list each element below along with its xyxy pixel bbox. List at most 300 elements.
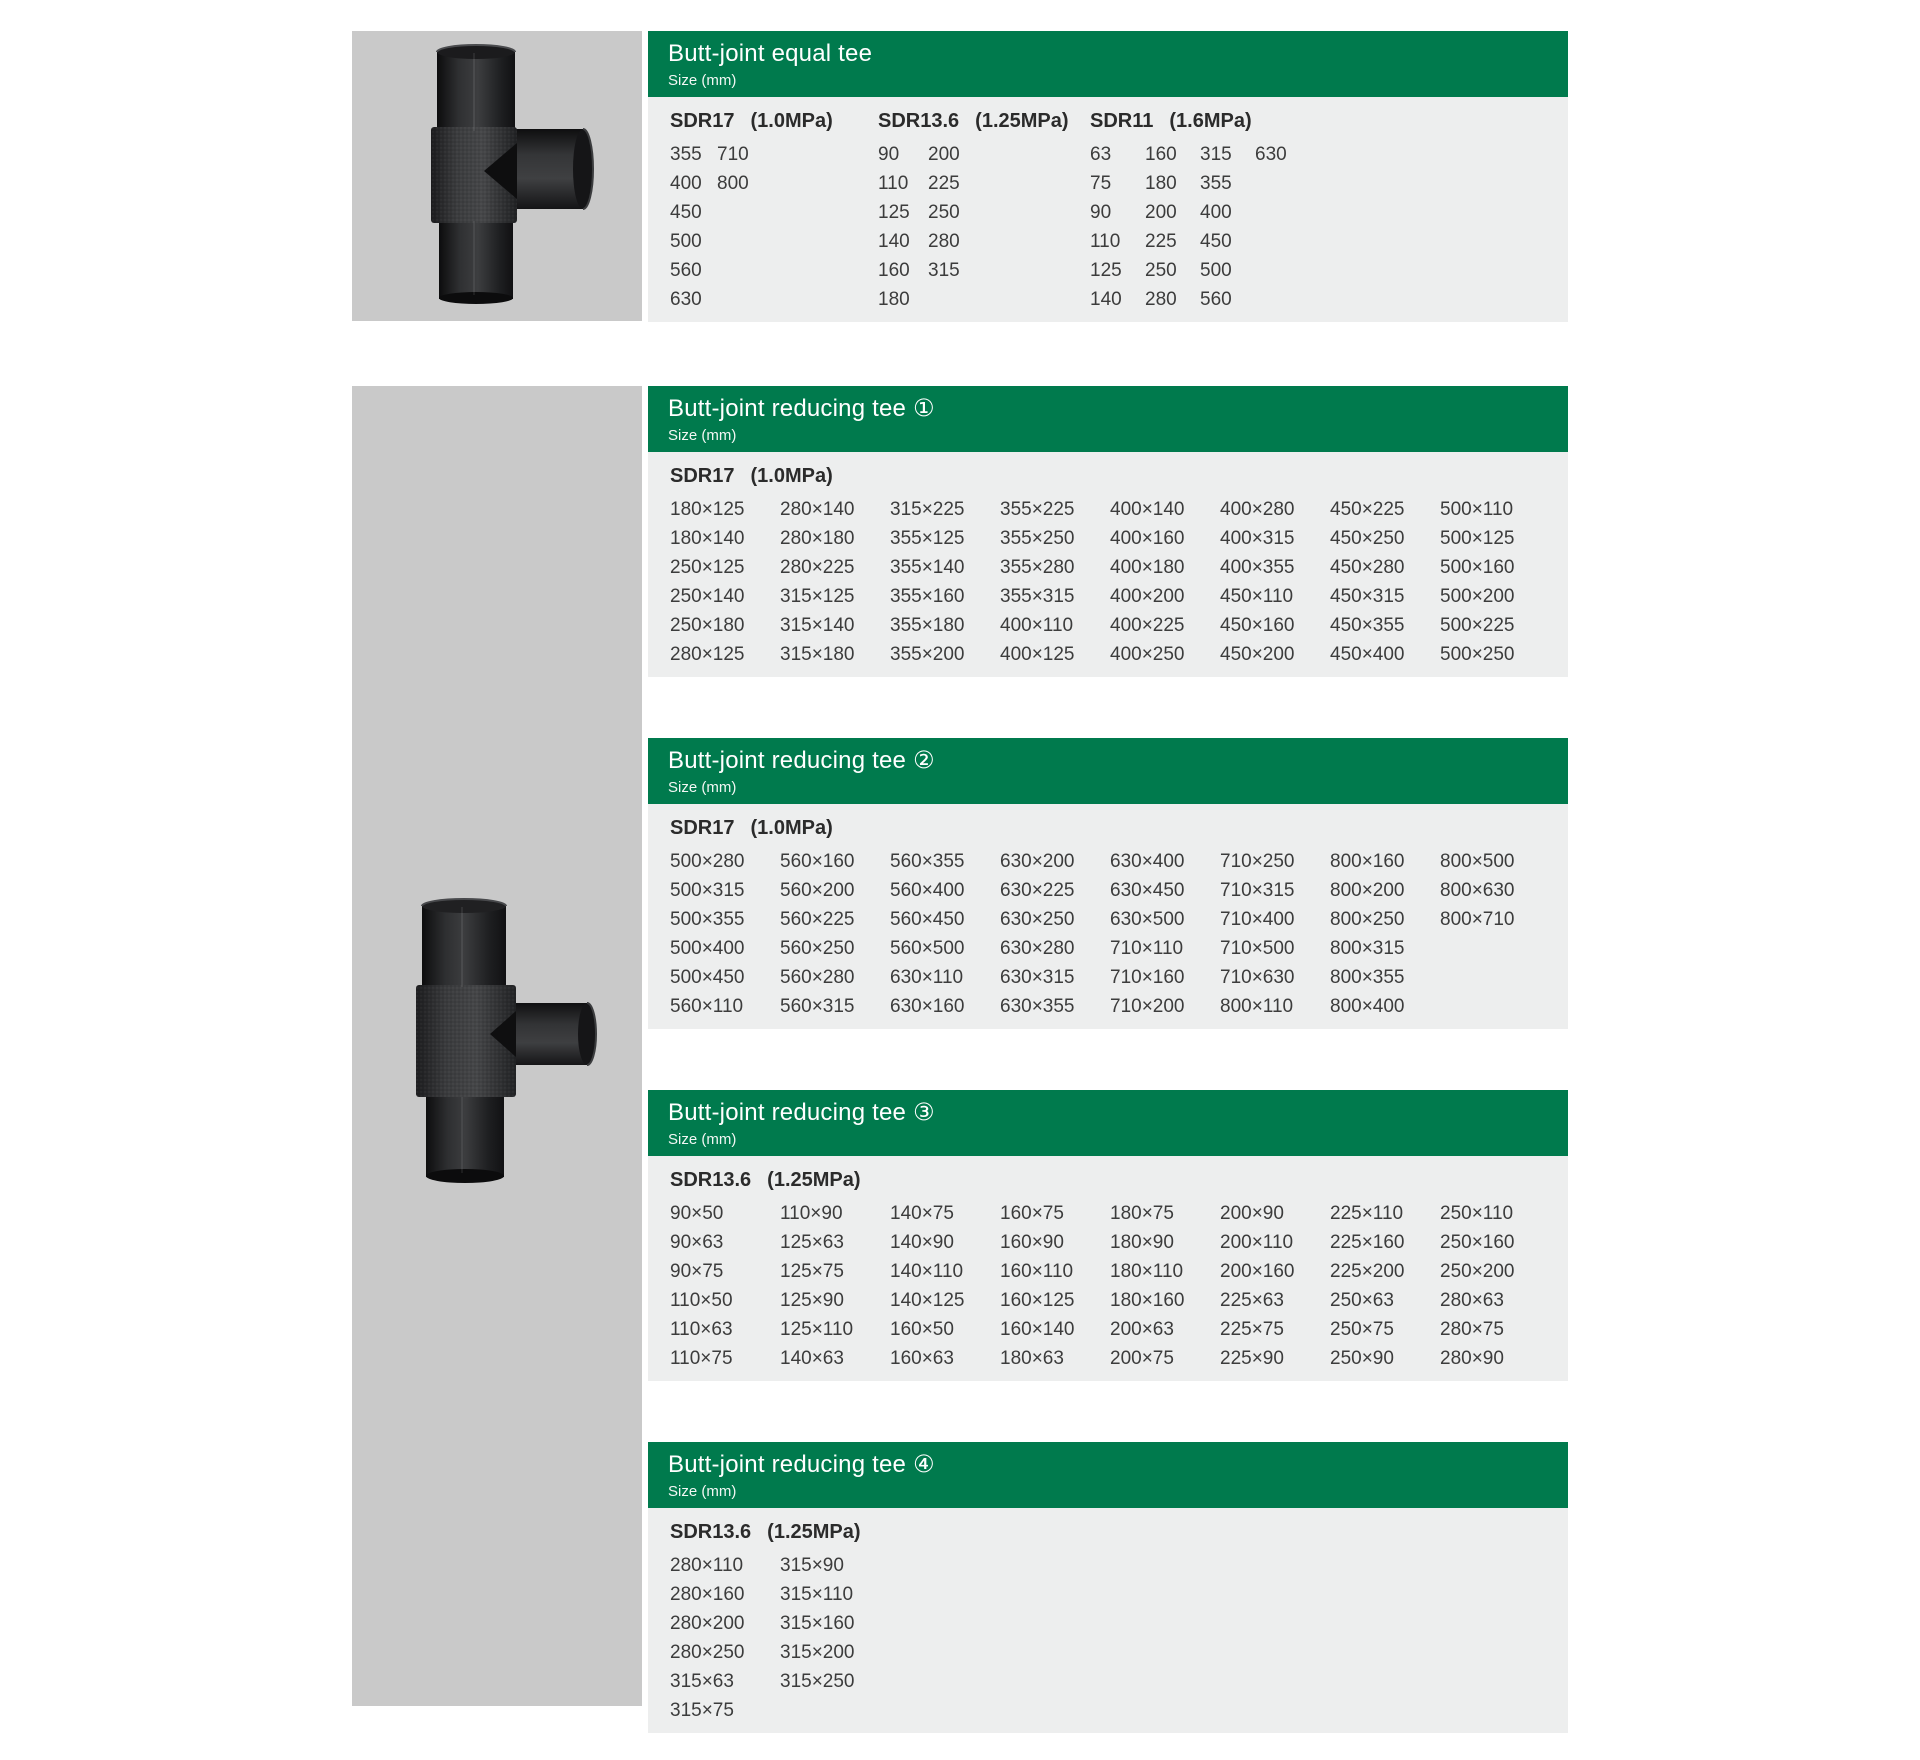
size-value: 630 — [1255, 144, 1287, 165]
table-row — [1090, 169, 1550, 198]
table-row — [670, 256, 878, 285]
size-value: 500×315 — [670, 880, 745, 901]
size-value: 225×110 — [1330, 1203, 1404, 1224]
size-column — [780, 847, 890, 1021]
size-value: 450 — [1200, 231, 1232, 252]
size-value: 560×225 — [780, 909, 855, 930]
size-table — [648, 97, 1568, 322]
size-value: 500×280 — [670, 851, 745, 872]
size-column — [1110, 495, 1220, 669]
size-value: 710×315 — [1220, 880, 1295, 901]
size-value: 710×630 — [1220, 967, 1295, 988]
size-value: 630×280 — [1000, 938, 1075, 959]
size-value: 140×75 — [890, 1203, 954, 1224]
pressure-rating-label: (1.25MPa) — [767, 1169, 861, 1191]
size-value: 800×110 — [1220, 996, 1294, 1017]
size-value: 800×630 — [1440, 880, 1515, 901]
size-value: 250×110 — [1440, 1203, 1514, 1224]
table-row — [878, 140, 1090, 169]
size-table — [648, 1156, 1568, 1381]
size-value: 500×125 — [1440, 528, 1515, 549]
size-value: 225×200 — [1330, 1261, 1405, 1282]
size-value: 710×400 — [1220, 909, 1295, 930]
size-value: 630×200 — [1000, 851, 1075, 872]
size-column — [890, 847, 1000, 1021]
size-value: 400×200 — [1110, 586, 1185, 607]
size-value: 125×75 — [780, 1261, 844, 1282]
size-value: 630×400 — [1110, 851, 1185, 872]
section-title: Butt-joint reducing tee ③ — [668, 1099, 935, 1126]
size-value: 355×160 — [890, 586, 965, 607]
spec-head — [1090, 106, 1550, 136]
size-value: 125 — [1090, 260, 1122, 281]
spec-group — [670, 106, 878, 314]
size-value: 280×180 — [780, 528, 855, 549]
size-value: 280×200 — [670, 1613, 745, 1634]
size-column — [1110, 1199, 1220, 1373]
size-value: 450 — [670, 202, 702, 223]
size-columns — [670, 847, 1550, 1021]
size-value: 140×110 — [890, 1261, 964, 1282]
size-value: 225×75 — [1220, 1319, 1284, 1340]
size-column — [1000, 495, 1110, 669]
size-value: 280×225 — [780, 557, 855, 578]
size-value: 500 — [670, 231, 702, 252]
size-value: 280×125 — [670, 644, 745, 665]
size-value: 630×250 — [1000, 909, 1075, 930]
size-value: 200×160 — [1220, 1261, 1295, 1282]
size-value: 180×110 — [1110, 1261, 1184, 1282]
size-value: 500×400 — [670, 938, 745, 959]
size-value: 160×50 — [890, 1319, 954, 1340]
size-value: 225 — [928, 173, 960, 194]
size-value: 800 — [717, 173, 749, 194]
section-header — [648, 31, 1568, 97]
size-column — [670, 1551, 780, 1725]
size-value: 560 — [670, 260, 702, 281]
size-value: 315×140 — [780, 615, 855, 636]
size-value: 90 — [1090, 202, 1112, 223]
size-value: 180×160 — [1110, 1290, 1185, 1311]
size-value: 355 — [1200, 173, 1232, 194]
table-row — [670, 140, 878, 169]
size-value: 560×355 — [890, 851, 965, 872]
size-value: 250×125 — [670, 557, 745, 578]
size-value: 315×250 — [780, 1671, 855, 1692]
size-value: 225×90 — [1220, 1348, 1284, 1369]
size-value: 355×225 — [1000, 499, 1075, 520]
size-value: 90 — [878, 144, 900, 165]
size-column — [1440, 847, 1550, 1021]
size-value: 280×250 — [670, 1642, 745, 1663]
size-value: 355 — [670, 144, 702, 165]
size-column — [780, 1199, 890, 1373]
size-value: 400×180 — [1110, 557, 1185, 578]
size-value: 400×315 — [1220, 528, 1295, 549]
spec-group — [670, 1165, 1550, 1373]
size-value: 110×63 — [670, 1319, 733, 1340]
sdr-rating-label: SDR17 — [670, 465, 735, 487]
section-title: Butt-joint equal tee — [668, 40, 873, 67]
size-value: 710×500 — [1220, 938, 1295, 959]
size-column — [1110, 847, 1220, 1021]
size-value: 280 — [1145, 289, 1177, 310]
size-value: 560×500 — [890, 938, 965, 959]
size-value: 140 — [1090, 289, 1122, 310]
size-value: 200×63 — [1110, 1319, 1174, 1340]
size-column — [1220, 847, 1330, 1021]
size-value: 630×110 — [890, 967, 964, 988]
size-value: 355×280 — [1000, 557, 1075, 578]
size-value: 450×160 — [1220, 615, 1295, 636]
size-value: 630×160 — [890, 996, 965, 1017]
size-value: 280×140 — [780, 499, 855, 520]
size-value: 500×450 — [670, 967, 745, 988]
size-column — [1330, 1199, 1440, 1373]
section-title: Butt-joint reducing tee ② — [668, 747, 935, 774]
size-value: 280 — [928, 231, 960, 252]
size-value: 315×125 — [780, 586, 855, 607]
table-row — [670, 169, 878, 198]
section-reducing-tee-2 — [648, 738, 1568, 1029]
size-value: 800×250 — [1330, 909, 1405, 930]
size-value: 560×315 — [780, 996, 855, 1017]
size-column — [780, 1551, 890, 1725]
size-value: 400 — [670, 173, 702, 194]
size-value: 500×200 — [1440, 586, 1515, 607]
size-value: 560×200 — [780, 880, 855, 901]
size-value: 630×355 — [1000, 996, 1075, 1017]
size-value: 355×140 — [890, 557, 965, 578]
size-column — [1330, 847, 1440, 1021]
section-subtitle: Size (mm) — [668, 1131, 737, 1148]
sdr-rating-label: SDR13.6 — [670, 1521, 752, 1543]
size-rows — [878, 140, 1090, 314]
equal-tee-row — [352, 31, 1568, 322]
size-value: 250×180 — [670, 615, 745, 636]
size-value: 560 — [1200, 289, 1232, 310]
size-value: 400×250 — [1110, 644, 1185, 665]
size-value: 200×110 — [1220, 1232, 1294, 1253]
size-value: 500×110 — [1440, 499, 1514, 520]
size-value: 200×75 — [1110, 1348, 1174, 1369]
table-row — [670, 227, 878, 256]
size-value: 560×400 — [890, 880, 965, 901]
size-value: 800×500 — [1440, 851, 1515, 872]
size-column — [670, 495, 780, 669]
size-value: 125×90 — [780, 1290, 844, 1311]
table-row — [878, 198, 1090, 227]
size-value: 160 — [1145, 144, 1177, 165]
size-value: 355×200 — [890, 644, 965, 665]
size-column — [780, 495, 890, 669]
size-value: 280×160 — [670, 1584, 745, 1605]
equal-tee-photo — [352, 31, 642, 321]
size-value: 315×63 — [670, 1671, 734, 1692]
spec-group — [670, 1517, 1550, 1725]
size-value: 560×280 — [780, 967, 855, 988]
size-column — [1000, 847, 1110, 1021]
size-value: 560×110 — [670, 996, 744, 1017]
sdr-rating-label: SDR13.6 — [878, 110, 960, 132]
size-value: 180×63 — [1000, 1348, 1064, 1369]
table-row — [1090, 140, 1550, 169]
spec-group — [670, 461, 1550, 669]
size-value: 800×710 — [1440, 909, 1515, 930]
size-value: 110 — [878, 173, 909, 194]
size-value: 450×280 — [1330, 557, 1405, 578]
table-row — [878, 285, 1090, 314]
size-value: 225×160 — [1330, 1232, 1405, 1253]
size-value: 710×110 — [1110, 938, 1184, 959]
size-value: 800×355 — [1330, 967, 1405, 988]
pressure-rating-label: (1.6MPa) — [1169, 110, 1252, 132]
size-value: 140×125 — [890, 1290, 965, 1311]
spec-group — [670, 813, 1550, 1021]
size-value: 450×315 — [1330, 586, 1405, 607]
size-rows — [670, 140, 878, 314]
size-value: 280×63 — [1440, 1290, 1504, 1311]
size-value: 500×250 — [1440, 644, 1515, 665]
catalog-content — [352, 31, 1568, 1733]
size-value: 250×90 — [1330, 1348, 1394, 1369]
size-column — [1330, 495, 1440, 669]
size-value: 560×450 — [890, 909, 965, 930]
size-value: 355×250 — [1000, 528, 1075, 549]
reducing-tee-row — [352, 386, 1568, 1733]
size-value: 160×63 — [890, 1348, 954, 1369]
pressure-rating-label: (1.25MPa) — [767, 1521, 861, 1543]
size-value: 250 — [928, 202, 960, 223]
size-value: 800×200 — [1330, 880, 1405, 901]
size-table — [648, 452, 1568, 677]
size-value: 280×75 — [1440, 1319, 1504, 1340]
reducing-tee-photo-panel — [352, 386, 642, 1706]
spec-head — [670, 106, 878, 136]
spec-head — [670, 461, 1550, 491]
equal-tee-photo-panel — [352, 31, 642, 321]
size-table — [648, 804, 1568, 1029]
table-row — [1090, 198, 1550, 227]
size-value: 160 — [878, 260, 910, 281]
size-column — [890, 1199, 1000, 1373]
size-value: 110×50 — [670, 1290, 733, 1311]
size-column — [670, 847, 780, 1021]
size-column — [1220, 1199, 1330, 1373]
table-row — [1090, 256, 1550, 285]
size-value: 355×315 — [1000, 586, 1075, 607]
size-value: 315×200 — [780, 1642, 855, 1663]
size-value: 315×75 — [670, 1700, 734, 1721]
size-value: 280×110 — [670, 1555, 744, 1576]
size-value: 400 — [1200, 202, 1232, 223]
spec-head — [670, 1165, 1550, 1195]
size-rows — [1090, 140, 1550, 314]
size-value: 400×125 — [1000, 644, 1075, 665]
size-value: 180×140 — [670, 528, 745, 549]
table-row — [670, 285, 878, 314]
size-value: 90×75 — [670, 1261, 724, 1282]
size-value: 180×75 — [1110, 1203, 1174, 1224]
size-value: 180 — [878, 289, 910, 310]
size-value: 140×90 — [890, 1232, 954, 1253]
pressure-rating-label: (1.0MPa) — [750, 110, 833, 132]
size-value: 560×250 — [780, 938, 855, 959]
sdr-rating-label: SDR11 — [1090, 110, 1154, 132]
pressure-rating-label: (1.0MPa) — [750, 465, 833, 487]
pressure-rating-label: (1.25MPa) — [975, 110, 1069, 132]
spec-group — [878, 106, 1090, 314]
size-column — [890, 495, 1000, 669]
section-subtitle: Size (mm) — [668, 427, 737, 444]
size-value: 75 — [1090, 173, 1112, 194]
equal-tee-tables — [648, 31, 1568, 322]
section-subtitle: Size (mm) — [668, 779, 737, 796]
table-row — [1090, 227, 1550, 256]
sdr-rating-label: SDR13.6 — [670, 1169, 752, 1191]
size-value: 315 — [928, 260, 960, 281]
size-value: 63 — [1090, 144, 1112, 165]
size-value: 250×140 — [670, 586, 745, 607]
size-value: 400×160 — [1110, 528, 1185, 549]
reducing-tee-photo — [352, 891, 642, 1191]
size-value: 160×90 — [1000, 1232, 1064, 1253]
size-value: 225 — [1145, 231, 1177, 252]
section-reducing-tee-3 — [648, 1090, 1568, 1381]
pressure-rating-label: (1.0MPa) — [750, 817, 833, 839]
size-value: 500×355 — [670, 909, 745, 930]
size-value: 800×315 — [1330, 938, 1405, 959]
table-row — [878, 227, 1090, 256]
section-title: Butt-joint reducing tee ① — [668, 395, 935, 422]
section-subtitle: Size (mm) — [668, 72, 737, 89]
size-value: 710 — [717, 144, 749, 165]
size-value: 500 — [1200, 260, 1232, 281]
size-value: 710×160 — [1110, 967, 1185, 988]
size-value: 710×250 — [1220, 851, 1295, 872]
size-columns — [670, 1551, 1550, 1725]
size-value: 450×225 — [1330, 499, 1405, 520]
size-value: 140 — [878, 231, 910, 252]
size-value: 560×160 — [780, 851, 855, 872]
size-value: 110×90 — [780, 1203, 843, 1224]
size-value: 250×63 — [1330, 1290, 1394, 1311]
section-header — [648, 1090, 1568, 1156]
size-value: 140×63 — [780, 1348, 844, 1369]
size-value: 630×225 — [1000, 880, 1075, 901]
section-subtitle: Size (mm) — [668, 1483, 737, 1500]
size-value: 315 — [1200, 144, 1232, 165]
size-value: 280×90 — [1440, 1348, 1504, 1369]
size-value: 250×160 — [1440, 1232, 1515, 1253]
size-value: 630×450 — [1110, 880, 1185, 901]
size-value: 400×280 — [1220, 499, 1295, 520]
size-value: 630×500 — [1110, 909, 1185, 930]
size-value: 315×160 — [780, 1613, 855, 1634]
size-value: 315×90 — [780, 1555, 844, 1576]
sdr-rating-label: SDR17 — [670, 110, 735, 132]
size-value: 400×110 — [1000, 615, 1074, 636]
section-header — [648, 738, 1568, 804]
section-title: Butt-joint reducing tee ④ — [668, 1451, 935, 1478]
size-value: 110 — [1090, 231, 1121, 252]
size-column — [1000, 1199, 1110, 1373]
size-value: 250×200 — [1440, 1261, 1515, 1282]
size-value: 800×400 — [1330, 996, 1405, 1017]
size-value: 630×315 — [1000, 967, 1075, 988]
spec-head — [878, 106, 1090, 136]
size-value: 225×63 — [1220, 1290, 1284, 1311]
spec-group — [1090, 106, 1550, 314]
size-value: 90×50 — [670, 1203, 724, 1224]
size-value: 250 — [1145, 260, 1177, 281]
size-value: 200 — [928, 144, 960, 165]
reducing-tee-tables — [648, 386, 1568, 1733]
size-columns — [670, 495, 1550, 669]
size-value: 315×180 — [780, 644, 855, 665]
size-value: 180 — [1145, 173, 1177, 194]
size-value: 400×355 — [1220, 557, 1295, 578]
catalog-page — [0, 31, 1920, 1760]
size-value: 200×90 — [1220, 1203, 1284, 1224]
size-value: 400×140 — [1110, 499, 1185, 520]
sdr-rating-label: SDR17 — [670, 817, 735, 839]
size-value: 250×75 — [1330, 1319, 1394, 1340]
size-value: 180×90 — [1110, 1232, 1174, 1253]
size-value: 125×110 — [780, 1319, 854, 1340]
size-table — [648, 1508, 1568, 1733]
size-value: 125 — [878, 202, 910, 223]
spec-head — [670, 1517, 1550, 1547]
size-value: 800×160 — [1330, 851, 1405, 872]
size-value: 500×225 — [1440, 615, 1515, 636]
size-value: 630 — [670, 289, 702, 310]
section-reducing-tee-1 — [648, 386, 1568, 677]
size-column — [1440, 495, 1550, 669]
section-equal-tee — [648, 31, 1568, 322]
size-columns — [670, 1199, 1550, 1373]
size-value: 125×63 — [780, 1232, 844, 1253]
size-value: 355×180 — [890, 615, 965, 636]
size-column — [1440, 1199, 1550, 1373]
size-value: 450×250 — [1330, 528, 1405, 549]
section-header — [648, 1442, 1568, 1508]
size-value: 450×400 — [1330, 644, 1405, 665]
spec-head — [670, 813, 1550, 843]
size-value: 450×355 — [1330, 615, 1405, 636]
size-value: 160×140 — [1000, 1319, 1075, 1340]
size-value: 400×225 — [1110, 615, 1185, 636]
size-value: 200 — [1145, 202, 1177, 223]
size-value: 450×110 — [1220, 586, 1294, 607]
section-header — [648, 386, 1568, 452]
size-value: 180×125 — [670, 499, 745, 520]
size-value: 90×63 — [670, 1232, 724, 1253]
size-column — [1220, 495, 1330, 669]
size-value: 110×75 — [670, 1348, 733, 1369]
size-value: 450×200 — [1220, 644, 1295, 665]
table-row — [878, 169, 1090, 198]
size-value: 160×125 — [1000, 1290, 1075, 1311]
size-value: 355×125 — [890, 528, 965, 549]
section-reducing-tee-4 — [648, 1442, 1568, 1733]
size-value: 710×200 — [1110, 996, 1185, 1017]
size-value: 160×75 — [1000, 1203, 1064, 1224]
size-column — [670, 1199, 780, 1373]
size-value: 500×160 — [1440, 557, 1515, 578]
table-row — [1090, 285, 1550, 314]
size-value: 160×110 — [1000, 1261, 1074, 1282]
